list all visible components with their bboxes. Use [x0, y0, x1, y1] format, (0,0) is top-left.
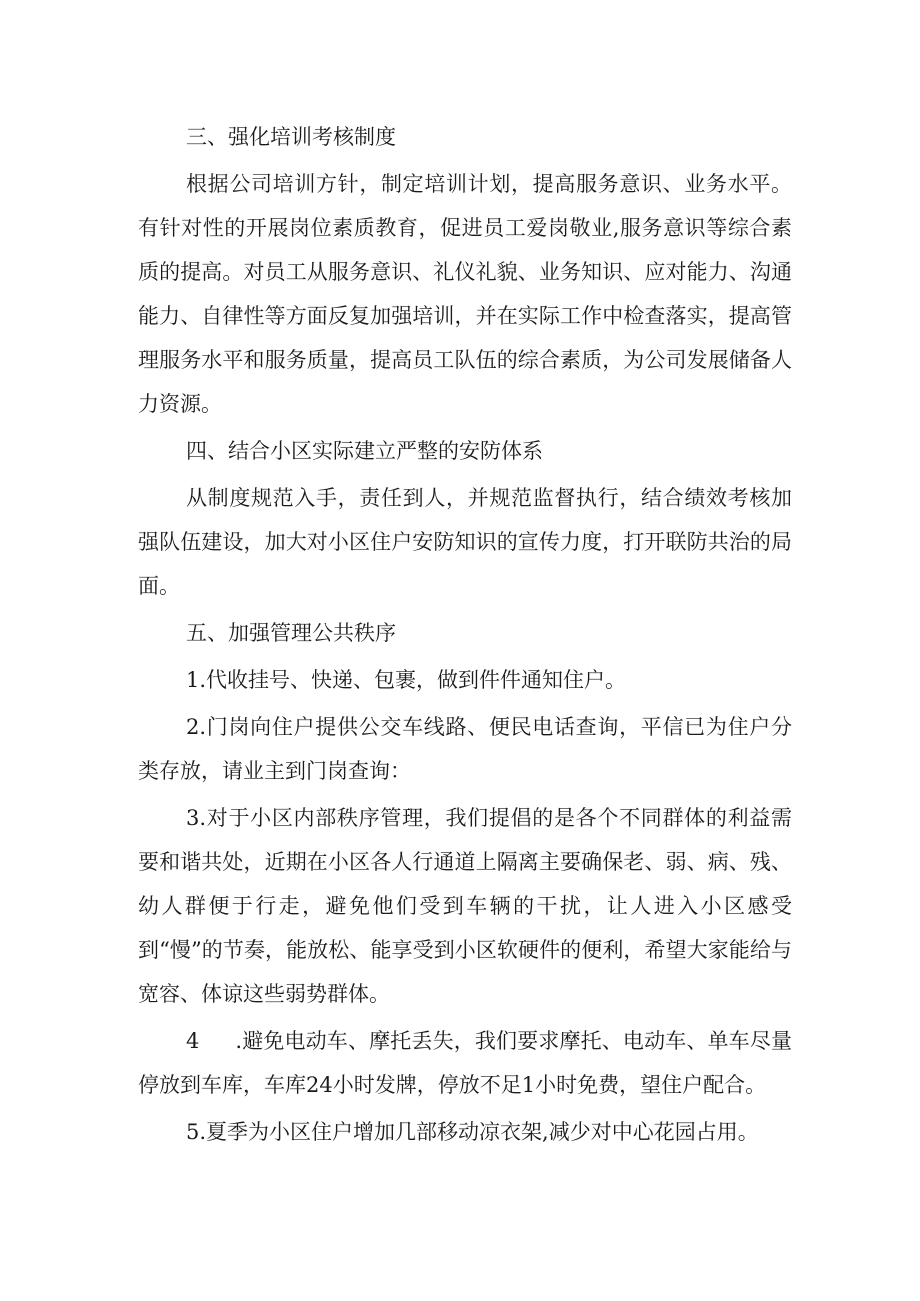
list-item-text: .代收挂号、快递、包裹，做到件件通知住户。: [199, 668, 627, 692]
list-item-5: [138, 1110, 792, 1154]
section-heading-5: 五、加强管理公共秩序: [186, 621, 396, 645]
list-item-number: 5: [186, 1120, 200, 1144]
section-heading-3: 三、强化培训考核制度: [186, 125, 396, 149]
list-item-text: .对于小区内部秩序管理，我们提倡的是各个不同群体的利益需要和谐共处，近期在小区各人行通道上隔离主要确保老、弱、病、残、幼人群便于行走，避免他们受到车辆的干扰，让人进入小区感受到“慢”的节奏，能放松、能享受到小区软硬件的便利，希望大家能给与宽容、体谅这些弱势群体。: [138, 806, 792, 1006]
list-item-text: .避免电动车、摩托丢失，我们要求摩托、电动车、单车尽量停放到车库，车库24小时发牌，停放不足1小时免费，望住户配合。: [138, 1029, 792, 1097]
section-4-paragraph: 从制度规范入手，责任到人，并规范监督执行，结合绩效考核加强队伍建设，加大对小区住户安防知识的宣传力度，打开联防共治的局面。: [138, 486, 792, 598]
list-item-2: [138, 705, 792, 793]
list-item-number: 3: [186, 806, 200, 830]
list-item-number: 4: [186, 1029, 200, 1053]
list-item-number: 1: [186, 668, 200, 692]
section-heading-4: 四、结合小区实际建立严整的安防体系: [186, 439, 543, 463]
list-item-text: .门岗向住户提供公交车线路、便民电话查询，平信已为住户分类存放，请业主到门岗查询：: [138, 715, 792, 783]
list-item-3: [138, 796, 792, 1016]
list-item-4: [138, 1019, 792, 1107]
section-3-paragraph: 根据公司培训方针，制定培训计划，提高服务意识、业务水平。有针对性的开展岗位素质教育，促进员工爱岗敬业,服务意识等综合素质的提高。对员工从服务意识、礼仪礼貌、业务知识、应对能力、沟通能力、自律性等方面反复加强培训，并在实际工作中检查落实，提高管理服务水平和服务质量，提高员工队伍的综合素质，为公司发展储备人力资源。: [138, 172, 792, 416]
list-item-text: .夏季为小区住户增加几部移动凉衣架,减少对中心花园占用。: [199, 1120, 759, 1144]
list-item-number: 2: [186, 715, 200, 739]
list-item-1: [138, 658, 792, 702]
